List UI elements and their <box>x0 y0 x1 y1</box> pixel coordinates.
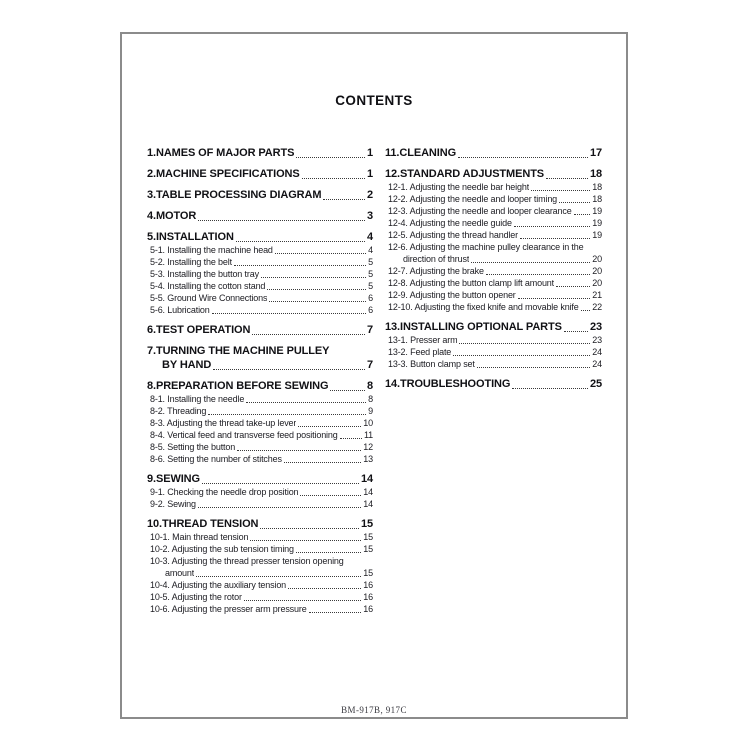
toc-entry-line <box>388 193 602 205</box>
toc-page-number: 15 <box>363 544 373 554</box>
toc-page-number: 8 <box>366 380 373 392</box>
toc-leader-dots <box>288 588 361 589</box>
toc-entry-label: 7.TURNING THE MACHINE PULLEY <box>147 345 330 357</box>
toc-page-number: 4 <box>366 231 373 243</box>
toc-entry-line <box>388 289 602 301</box>
toc-entry-line <box>147 167 373 181</box>
document-page <box>120 32 628 719</box>
toc-entry-line <box>150 268 373 280</box>
toc-page-number: 3 <box>366 210 373 222</box>
toc-sub-row <box>385 181 602 193</box>
toc-entry-line <box>147 230 373 244</box>
toc-entry-label: 5-4. Installing the cotton stand <box>150 281 266 291</box>
toc-sub-row <box>385 301 602 313</box>
toc-leader-dots <box>520 238 590 239</box>
toc-page-number: 24 <box>592 347 602 357</box>
toc-leader-dots <box>236 241 365 242</box>
toc-page-number: 20 <box>592 266 602 276</box>
toc-sub-row <box>385 334 602 346</box>
toc-heading-row <box>147 323 373 337</box>
toc-page-number: 14 <box>363 487 373 497</box>
toc-sub-row <box>147 393 373 405</box>
toc-entry-line <box>150 405 373 417</box>
toc-page-number: 4 <box>368 245 373 255</box>
toc-leader-dots <box>453 355 590 356</box>
toc-entry-line <box>150 543 373 555</box>
toc-page-number: 1 <box>366 168 373 180</box>
toc-heading-row <box>147 230 373 244</box>
toc-heading-row <box>385 146 602 160</box>
toc-entry-line <box>385 377 602 391</box>
toc-sub-row <box>147 429 373 441</box>
toc-leader-dots <box>323 199 365 200</box>
toc-sub-row <box>147 304 373 316</box>
toc-leader-dots <box>564 331 588 332</box>
toc-entry-label: 5-2. Installing the belt <box>150 257 232 267</box>
toc-heading-row <box>147 167 373 181</box>
toc-entry-label: direction of thrust <box>403 254 470 264</box>
toc-page-number: 7 <box>366 324 373 336</box>
toc-sub-row <box>385 277 602 289</box>
toc-leader-dots <box>234 265 366 266</box>
toc-entry-label: 10-5. Adjusting the rotor <box>150 592 242 602</box>
toc-entry-label: 12-4. Adjusting the needle guide <box>388 218 512 228</box>
page-title: CONTENTS <box>335 93 413 108</box>
toc-leader-dots <box>459 343 590 344</box>
toc-entry-label: 5-6. Lubrication <box>150 305 210 315</box>
toc-entry-label: 10.THREAD TENSION <box>147 518 259 530</box>
toc-sub-row <box>147 256 373 268</box>
toc-entry-line <box>388 358 602 370</box>
toc-page-number: 18 <box>592 194 602 204</box>
toc-sub-row <box>385 241 602 265</box>
toc-leader-dots <box>531 190 590 191</box>
toc-sub-row <box>147 579 373 591</box>
toc-page-number: 15 <box>360 518 373 530</box>
toc-entry-line <box>388 334 602 346</box>
toc-sub-row <box>385 205 602 217</box>
toc-leader-dots <box>518 298 591 299</box>
toc-entry-line <box>388 277 602 289</box>
toc-entry-label: 9.SEWING <box>147 473 200 485</box>
toc-heading-row <box>147 472 373 486</box>
toc-leader-dots <box>237 450 361 451</box>
toc-entry-line <box>388 205 602 217</box>
toc-sub-row <box>385 193 602 205</box>
toc-entry-line <box>147 358 373 372</box>
toc-entry-label: 9-2. Sewing <box>150 499 196 509</box>
toc-leader-dots <box>196 576 361 577</box>
toc-page-number: 23 <box>592 335 602 345</box>
toc-page-number: 18 <box>589 168 602 180</box>
toc-entry-line <box>150 579 373 591</box>
toc-leader-dots <box>252 334 365 335</box>
toc-page-number: 20 <box>592 254 602 264</box>
toc-leader-dots <box>269 301 366 302</box>
toc-entry-label: 8-5. Setting the button <box>150 442 236 452</box>
toc-leader-dots <box>246 402 366 403</box>
toc-entry-line <box>147 472 373 486</box>
toc-page-number: 16 <box>363 592 373 602</box>
toc-heading-row <box>147 188 373 202</box>
toc-sub-row <box>385 229 602 241</box>
toc-leader-dots <box>212 313 367 314</box>
toc-entry-line <box>150 417 373 429</box>
toc-page-number: 14 <box>363 499 373 509</box>
toc-entry-line <box>150 603 373 615</box>
toc-page-number: 9 <box>368 406 373 416</box>
toc-page-number: 11 <box>363 430 373 440</box>
toc-entry-line <box>150 280 373 292</box>
toc-sub-row <box>147 280 373 292</box>
toc-entry-label: BY HAND <box>162 359 212 371</box>
toc-column-right <box>385 146 602 391</box>
toc-page-number: 17 <box>589 147 602 159</box>
toc-heading-row <box>147 209 373 223</box>
toc-leader-dots <box>512 388 588 389</box>
toc-leader-dots <box>330 390 365 391</box>
toc-entry-label: 12-7. Adjusting the brake <box>388 266 484 276</box>
toc-entry-label: 13-3. Button clamp set <box>388 359 475 369</box>
toc-entry-label: 13-1. Presser arm <box>388 335 458 345</box>
footer-model-number: BM-917B, 917C <box>341 705 407 715</box>
toc-entry-label: 4.MOTOR <box>147 210 197 222</box>
toc-leader-dots <box>340 438 362 439</box>
toc-page-number: 6 <box>368 293 373 303</box>
toc-heading-row <box>147 344 373 372</box>
toc-leader-dots <box>213 369 365 370</box>
toc-page-number: 20 <box>592 278 602 288</box>
toc-page-number: 21 <box>592 290 602 300</box>
toc-entry-label: 12-3. Adjusting the needle and looper clearance <box>388 206 572 216</box>
toc-entry-line <box>147 188 373 202</box>
toc-entry-line <box>150 531 373 543</box>
toc-page-number: 16 <box>363 580 373 590</box>
toc-entry-line <box>150 591 373 603</box>
toc-entry-line <box>385 167 602 181</box>
toc-page-number: 15 <box>363 532 373 542</box>
toc-page-number: 18 <box>592 182 602 192</box>
toc-leader-dots <box>296 552 361 553</box>
toc-entry-label: 12.STANDARD ADJUSTMENTS <box>385 168 545 180</box>
toc-leader-dots <box>514 226 590 227</box>
toc-sub-row <box>385 265 602 277</box>
toc-leader-dots <box>298 426 361 427</box>
toc-entry-line <box>150 429 373 441</box>
toc-entry-line <box>150 256 373 268</box>
toc-page-number: 19 <box>592 218 602 228</box>
toc-entry-label: 3.TABLE PROCESSING DIAGRAM <box>147 189 322 201</box>
toc-entry-line <box>388 229 602 241</box>
toc-heading-row <box>385 377 602 391</box>
toc-sub-row <box>147 555 373 579</box>
toc-leader-dots <box>296 157 365 158</box>
toc-leader-dots <box>309 612 362 613</box>
toc-entry-label: 5.INSTALLATION <box>147 231 234 243</box>
toc-entry-line <box>388 253 602 265</box>
toc-leader-dots <box>250 540 361 541</box>
toc-entry-label: 6.TEST OPERATION <box>147 324 251 336</box>
toc-entry-line <box>147 146 373 160</box>
toc-entry-line <box>150 441 373 453</box>
toc-entry-label: 1.NAMES OF MAJOR PARTS <box>147 147 295 159</box>
toc-entry-line <box>388 217 602 229</box>
toc-entry-line <box>150 292 373 304</box>
toc-leader-dots <box>198 220 365 221</box>
toc-leader-dots <box>559 202 590 203</box>
toc-entry-line <box>150 498 373 510</box>
toc-leader-dots <box>244 600 361 601</box>
toc-entry-label: 8.PREPARATION BEFORE SEWING <box>147 380 329 392</box>
toc-leader-dots <box>477 367 591 368</box>
toc-entry-line <box>150 567 373 579</box>
toc-page-number: 5 <box>368 269 373 279</box>
toc-sub-row <box>147 543 373 555</box>
toc-entry-label: 10-3. Adjusting the thread presser tension opening <box>150 556 344 566</box>
toc-entry-label: 13-2. Feed plate <box>388 347 452 357</box>
toc-entry-line <box>150 244 373 256</box>
toc-entry-label: 10-1. Main thread tension <box>150 532 249 542</box>
toc-page-number: 5 <box>368 257 373 267</box>
toc-leader-dots <box>486 274 590 275</box>
toc-entry-label: 13.INSTALLING OPTIONAL PARTS <box>385 321 562 333</box>
toc-page-number: 12 <box>363 442 373 452</box>
toc-entry-line <box>150 486 373 498</box>
toc-sub-row <box>385 358 602 370</box>
toc-sub-row <box>147 441 373 453</box>
toc-page-number: 19 <box>592 206 602 216</box>
toc-page-number: 22 <box>592 302 602 312</box>
toc-leader-dots <box>458 157 588 158</box>
toc-page-number: 23 <box>589 321 602 333</box>
toc-sub-row <box>385 217 602 229</box>
toc-entry-label: 12-8. Adjusting the button clamp lift amount <box>388 278 555 288</box>
toc-heading-row <box>147 517 373 531</box>
toc-leader-dots <box>581 310 591 311</box>
toc-entry-line <box>388 346 602 358</box>
toc-entry-line <box>388 301 602 313</box>
toc-leader-dots <box>546 178 588 179</box>
toc-entry-label: 8-4. Vertical feed and transverse feed positioning <box>150 430 338 440</box>
toc-entry-label: 12-10. Adjusting the fixed knife and movable knife <box>388 302 579 312</box>
toc-sub-row <box>147 453 373 465</box>
toc-sub-row <box>147 531 373 543</box>
toc-sub-row <box>147 603 373 615</box>
toc-page-number: 15 <box>363 568 373 578</box>
toc-page-number: 2 <box>366 189 373 201</box>
toc-entry-label: 10-6. Adjusting the presser arm pressure <box>150 604 307 614</box>
toc-page-number: 24 <box>592 359 602 369</box>
toc-leader-dots <box>267 289 366 290</box>
toc-entry-line <box>150 304 373 316</box>
toc-heading-row <box>147 379 373 393</box>
toc-page-number: 13 <box>363 454 373 464</box>
toc-page-number: 5 <box>368 281 373 291</box>
toc-entry-label: 8-3. Adjusting the thread take-up lever <box>150 418 297 428</box>
toc-entry-line <box>385 146 602 160</box>
toc-leader-dots <box>275 253 366 254</box>
toc-entry-label: 12-1. Adjusting the needle bar height <box>388 182 530 192</box>
toc-entry-label: 10-4. Adjusting the auxiliary tension <box>150 580 287 590</box>
toc-entry-label: 12-5. Adjusting the thread handler <box>388 230 518 240</box>
toc-entry-line <box>388 265 602 277</box>
toc-leader-dots <box>260 528 359 529</box>
toc-leader-dots <box>302 178 365 179</box>
toc-page-number: 8 <box>368 394 373 404</box>
toc-entry-line <box>150 393 373 405</box>
toc-sub-row <box>147 292 373 304</box>
toc-entry-label: 14.TROUBLESHOOTING <box>385 378 511 390</box>
toc-entry-line <box>385 320 602 334</box>
toc-entry-line <box>147 323 373 337</box>
toc-sub-row <box>147 268 373 280</box>
toc-entry-label: 8-1. Installing the needle <box>150 394 245 404</box>
toc-entry-label: 8-6. Setting the number of stitches <box>150 454 282 464</box>
toc-leader-dots <box>208 414 366 415</box>
toc-leader-dots <box>261 277 366 278</box>
toc-entry-label: 8-2. Threading <box>150 406 207 416</box>
toc-sub-row <box>147 417 373 429</box>
toc-leader-dots <box>471 262 590 263</box>
toc-heading-row <box>385 320 602 334</box>
toc-entry-label: 9-1. Checking the needle drop position <box>150 487 299 497</box>
toc-entry-line <box>147 209 373 223</box>
toc-sub-row <box>385 346 602 358</box>
toc-entry-label: 11.CLEANING <box>385 147 457 159</box>
toc-entry-label: 12-9. Adjusting the button opener <box>388 290 516 300</box>
toc-leader-dots <box>198 507 361 508</box>
toc-leader-dots <box>202 483 359 484</box>
toc-sub-row <box>147 405 373 417</box>
toc-sub-row <box>147 498 373 510</box>
toc-sub-row <box>147 486 373 498</box>
toc-leader-dots <box>284 462 361 463</box>
toc-sub-row <box>385 289 602 301</box>
toc-entry-label: 12-2. Adjusting the needle and looper timing <box>388 194 558 204</box>
toc-entry-line <box>150 453 373 465</box>
toc-entry-label: 10-2. Adjusting the sub tension timing <box>150 544 294 554</box>
toc-heading-row <box>147 146 373 160</box>
toc-page-number: 1 <box>366 147 373 159</box>
toc-column-left <box>147 146 373 615</box>
toc-leader-dots <box>556 286 590 287</box>
toc-page-number: 25 <box>589 378 602 390</box>
toc-entry-line <box>147 517 373 531</box>
toc-entry-label: 12-6. Adjusting the machine pulley clearance in the <box>388 242 584 252</box>
toc-heading-row <box>385 167 602 181</box>
toc-entry-label: 5-3. Installing the button tray <box>150 269 259 279</box>
toc-leader-dots <box>300 495 361 496</box>
toc-page-number: 14 <box>360 473 373 485</box>
toc-page-number: 16 <box>363 604 373 614</box>
toc-entry-line <box>147 379 373 393</box>
toc-sub-row <box>147 244 373 256</box>
toc-entry-label: amount <box>165 568 195 578</box>
toc-entry-label: 2.MACHINE SPECIFICATIONS <box>147 168 300 180</box>
toc-page-number: 19 <box>592 230 602 240</box>
toc-page-number: 10 <box>363 418 373 428</box>
toc-entry-line <box>388 181 602 193</box>
toc-entry-label: 5-1. Installing the machine head <box>150 245 273 255</box>
toc-page-number: 6 <box>368 305 373 315</box>
toc-page-number: 7 <box>366 359 373 371</box>
toc-sub-row <box>147 591 373 603</box>
toc-entry-label: 5-5. Ground Wire Connections <box>150 293 268 303</box>
toc-leader-dots <box>574 214 591 215</box>
